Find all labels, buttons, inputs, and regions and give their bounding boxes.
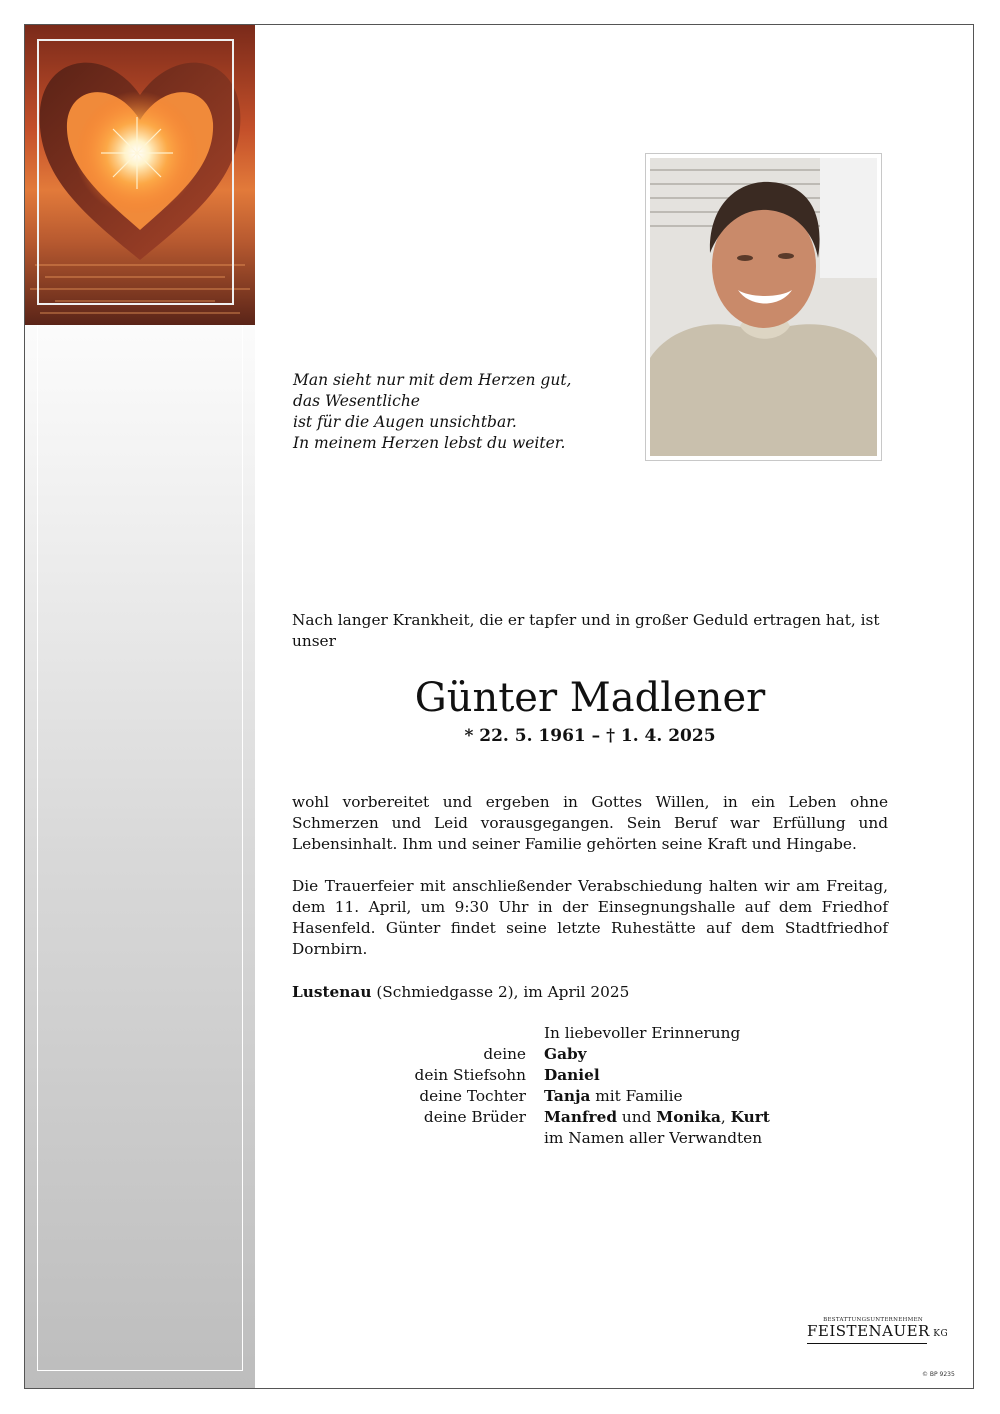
mourners-block (292, 1023, 888, 1149)
motto-line: ist für die Augen unsichtbar. (293, 413, 517, 431)
mourner-row (292, 1044, 888, 1065)
mourner-name: Monika (656, 1108, 721, 1126)
mourner-connector: , (720, 1108, 731, 1126)
mourner-role: deine Tochter (419, 1087, 526, 1105)
place-date-line (292, 982, 629, 1003)
place-rest: (Schmiedgasse 2), im April 2025 (371, 983, 630, 1001)
logo-subtitle: BESTATTUNGSUNTERNEHMEN (823, 1317, 923, 1323)
logo-name: FEISTENAUER (807, 1322, 930, 1340)
motto-line: das Wesentliche (293, 392, 420, 410)
mourners-header-row (292, 1023, 888, 1044)
motto-quote (293, 370, 623, 454)
intro-text: Nach langer Krankheit, die er tapfer und in großer Geduld ertragen hat, ist unser (292, 611, 880, 650)
mourners-footer-row (292, 1128, 888, 1149)
funeral-home-logo (807, 1317, 949, 1344)
motto-line: Man sieht nur mit dem Herzen gut, (293, 371, 572, 389)
mourner-connector: und (617, 1108, 657, 1126)
body-paragraph: wohl vorbereitet und ergeben in Gottes Willen, in ein Leben ohne Schmerzen und Leid vorausgegangen. Sein Beruf war Erfüllung und Lebensinhalt. Ihm und seiner Familie gehörten seine Kraft und Hingabe. (292, 793, 888, 853)
mourner-role: deine Brüder (423, 1108, 526, 1126)
mourner-row (292, 1065, 888, 1086)
mourners-header: In liebevoller Erinnerung (544, 1024, 741, 1042)
mourner-name: Daniel (544, 1066, 600, 1084)
mourner-role: dein Stiefsohn (414, 1066, 526, 1084)
heart-image-border (37, 39, 234, 305)
logo-kg: KG (929, 1329, 949, 1339)
document-code: © BP 9235 (922, 1371, 955, 1378)
mourner-name: Tanja (544, 1087, 591, 1105)
portrait-photo (645, 153, 882, 461)
deceased-name: Günter Madlener (414, 675, 766, 721)
mourner-name: Gaby (544, 1045, 587, 1063)
mourner-name: Kurt (730, 1108, 770, 1126)
mourner-row (292, 1086, 888, 1107)
motto-line: In meinem Herzen lebst du weiter. (293, 434, 566, 452)
funeral-details-paragraph: Die Trauerfeier mit anschließender Verabschiedung halten wir am Freitag, dem 11. April, um 9:30 Uhr in der Einsegnungshalle auf dem Friedhof Hasenfeld. Günter findet seine letzte Ruhestätte auf dem Stadtfriedhof Dornbirn. (292, 877, 888, 958)
mourners-footer: im Namen aller Verwandten (544, 1129, 763, 1147)
life-dates: * 22. 5. 1961 – † 1. 4. 2025 (464, 726, 716, 746)
mourner-row (292, 1107, 888, 1128)
mourner-suffix: mit Familie (590, 1087, 683, 1105)
place-town: Lustenau (292, 983, 372, 1001)
mourner-role: deine (483, 1045, 526, 1063)
mourner-name: Manfred (544, 1108, 618, 1126)
